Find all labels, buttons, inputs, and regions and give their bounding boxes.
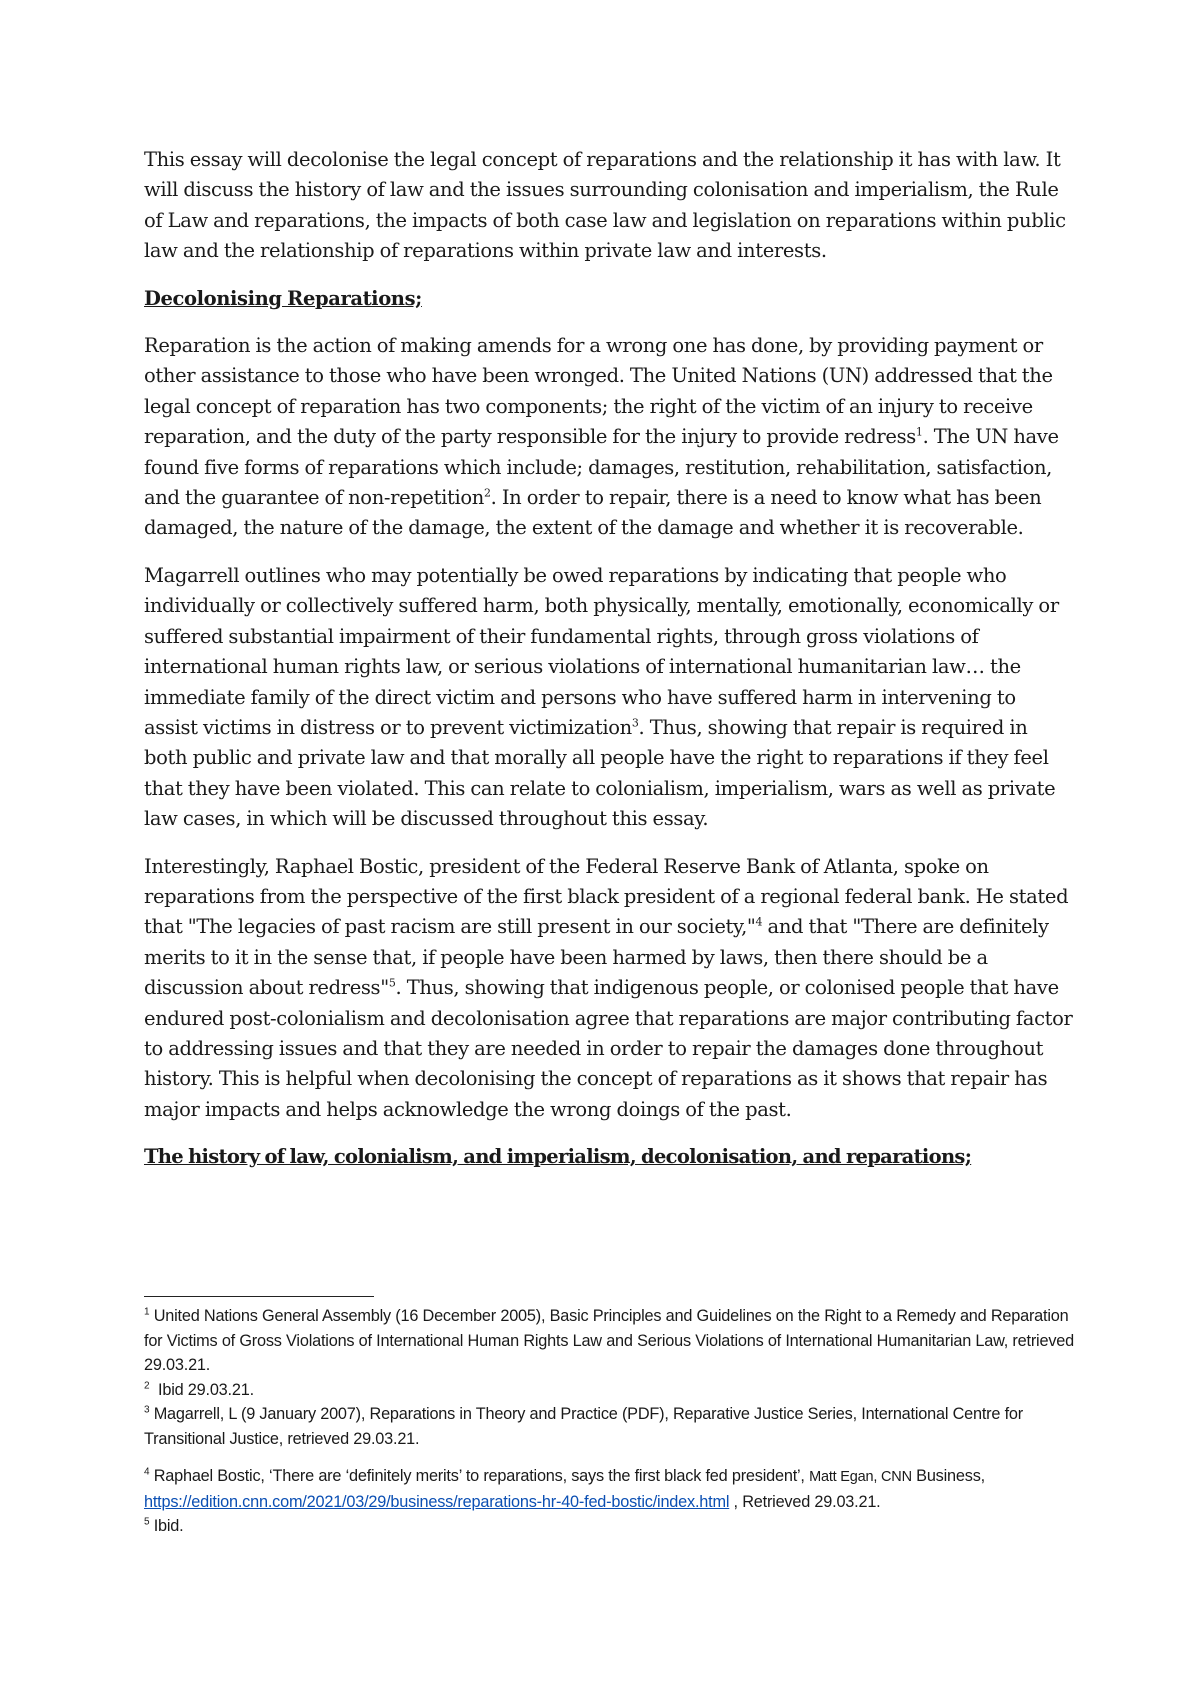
footnote-ref-4[interactable]: 4 — [755, 915, 763, 929]
footnote-separator — [144, 1296, 374, 1297]
footnote-text: Ibid 29.03.21. — [149, 1380, 254, 1399]
footnote-number: 2 — [144, 1380, 150, 1392]
paragraph-text: and that "There are definitely merits to it in the sense that, if people have been harmed by laws, then there should be a discussion about redress" — [144, 915, 1049, 1000]
footnote-2 — [144, 1378, 1074, 1403]
paragraph-text: . In order to repair, there is a need to know what has been damaged, the nature of the damage, the extent of the damage and whether it is recoverable. — [144, 486, 1042, 540]
footnote-ref-2[interactable]: 2 — [483, 486, 491, 500]
footnote-4 — [144, 1464, 1074, 1514]
footnote-1 — [144, 1304, 1074, 1378]
document-body — [144, 145, 1074, 1190]
footnote-ref-3[interactable]: 3 — [631, 716, 639, 730]
footnotes — [144, 1304, 1074, 1539]
paragraph-text: Reparation is the action of making amends for a wrong one has done, by providing payment or other assistance to those who have been wronged. The United Nations (UN) addressed that the legal concept of reparation has two components; the right of the victim of an injury to receive reparation, and the duty of the party responsible for the injury to provide redress — [144, 334, 1053, 449]
intro-paragraph — [144, 145, 1074, 267]
magarrell-paragraph — [144, 561, 1074, 835]
footnote-number: 1 — [144, 1306, 150, 1318]
footnote-text: Raphael Bostic, ‘There are ‘definitely merits’ to reparations, says the first black fed president’, — [149, 1467, 810, 1485]
footnote-ref-5[interactable]: 5 — [388, 976, 396, 990]
section-heading-text: The history of law, colonialism, and imperialism, decolonisation, and reparations; — [144, 1145, 972, 1169]
footnote-number: 3 — [144, 1404, 150, 1416]
paragraph-text: Interestingly, Raphael Bostic, president of the Federal Reserve Bank of Atlanta, spoke on reparations from the perspective of the first black president of a regional federal bank. He stated that "The legacies of past racism are still present in our society," — [144, 854, 1069, 939]
paragraph-text: . Thus, showing that indigenous people, or colonised people that have endured post-colonialism and decolonisation agree that reparations are major contributing factor to addressing issues and that they are needed in order to repair the damages done throughout history. This is helpful when decolonising the concept of reparations as it shows that repair has major impacts and helps acknowledge the wrong doings of the past. — [144, 976, 1073, 1121]
section-heading-history — [144, 1142, 1074, 1172]
footnote-number: 5 — [144, 1516, 150, 1528]
paragraph-text: . The UN have found five forms of reparations which include; damages, restitution, rehabilitation, satisfaction, and the guarantee of non-repetition — [144, 425, 1059, 510]
footnote-link[interactable]: https://edition.cnn.com/2021/03/29/business/reparations-hr-40-fed-bostic/index.html — [144, 1492, 730, 1511]
section-heading-decolonising — [144, 284, 1074, 314]
section-heading-text: Decolonising Reparations; — [144, 286, 422, 310]
footnote-text: Ibid. — [149, 1517, 184, 1535]
paragraph-text: . Thus, showing that repair is required in both public and private law and that morally all people have the right to reparations if they feel that they have been violated. This can relate to colonialism, imperialism, wars as well as private law cases, in which will be discussed throughout this essay. — [144, 715, 1056, 831]
footnote-number: 4 — [144, 1466, 150, 1478]
footnote-text: Magarrell, L (9 January 2007), Reparations in Theory and Practice (PDF), Reparative Justice Series, International Centre for Transitional Justice, retrieved 29.03.21. — [144, 1405, 1023, 1448]
footnote-text: Business, — [911, 1467, 985, 1485]
reparation-definition-paragraph — [144, 331, 1074, 544]
footnote-5 — [144, 1514, 1074, 1539]
footnote-3 — [144, 1402, 1074, 1451]
bostic-paragraph — [144, 852, 1074, 1126]
paragraph-text: Magarrell outlines who may potentially be owed reparations by indicating that people who individually or collectively suffered harm, both physically, mentally, emotionally, economically or suffered substantial impairment of their fundamental rights, through gross violations of international human rights law, or serious violations of international humanitarian law… the immediate family of the direct victim and persons who have suffered harm in intervening to assist victims in distress or to prevent victimization — [144, 563, 1059, 739]
footnote-text: United Nations General Assembly (16 December 2005), Basic Principles and Guidelines on the Right to a Remedy and Reparation for Victims of Gross Violations of International Human Rights Law and Serious Violations of International Humanitarian Law, retrieved 29.03.21. — [144, 1307, 1074, 1374]
footnote-author: Matt Egan, CNN — [809, 1469, 912, 1485]
footnote-ref-1[interactable]: 1 — [915, 425, 923, 439]
footnote-text: , Retrieved 29.03.21. — [729, 1492, 881, 1511]
intro-text: This essay will decolonise the legal concept of reparations and the relationship it has with law. It will discuss the history of law and the issues surrounding colonisation and imperialism, the Rule of Law and reparations, the impacts of both case law and legislation on reparations within public law and the relationship of reparations within private law and interests. — [144, 148, 1066, 263]
